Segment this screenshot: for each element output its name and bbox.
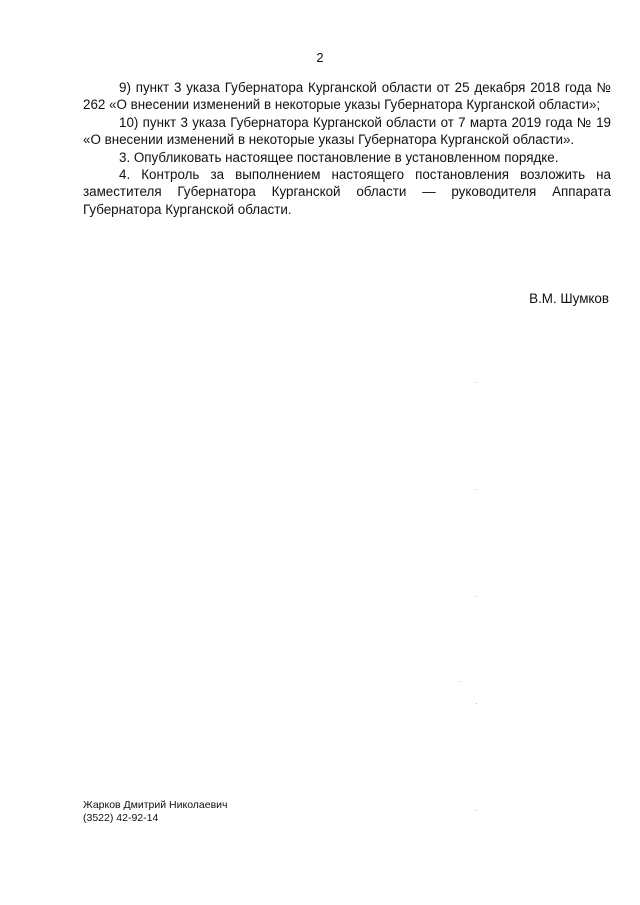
paragraph-control: 4. Контроль за выполнением настоящего постановления возложить на заместителя Губернатора Курганской области — руководителя Аппарата Губернатора Курганской области.	[83, 167, 611, 217]
executor-name: Жарков Дмитрий Николаевич	[83, 799, 228, 811]
scan-speck	[476, 810, 477, 811]
scan-speck	[476, 382, 477, 383]
scan-speck	[476, 596, 477, 597]
signature: В.М. Шумков	[529, 291, 609, 306]
executor-block	[83, 799, 228, 825]
scan-speck	[459, 681, 460, 682]
paragraph-item-9: 9) пункт 3 указа Губернатора Курганской области от 25 декабря 2018 года № 262 «О внесении изменений в некоторые указы Губернатора Курганской области»;	[83, 80, 611, 113]
paragraph-item-10: 10) пункт 3 указа Губернатора Курганской области от 7 марта 2019 года № 19 «О внесении изменений в некоторые указы Губернатора Курганской области».	[83, 114, 611, 148]
document-body	[83, 79, 611, 218]
executor-phone: (3522) 42-92-14	[83, 812, 159, 824]
page-number: 2	[316, 50, 324, 65]
scan-speck	[476, 703, 477, 704]
paragraph-publish: 3. Опубликовать настоящее постановление в установленном порядке.	[119, 149, 559, 165]
scan-speck	[476, 489, 477, 490]
